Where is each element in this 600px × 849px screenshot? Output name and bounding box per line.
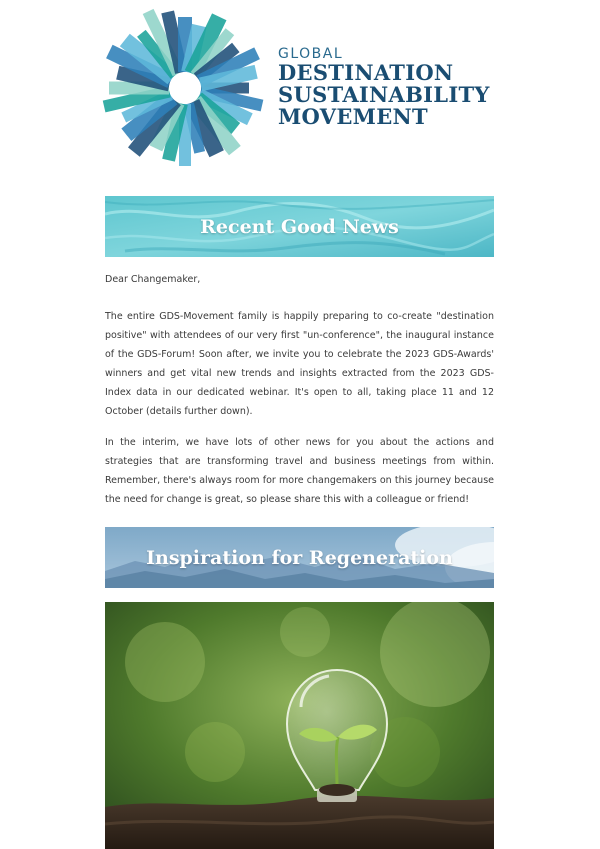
recent-good-news-title: Recent Good News: [200, 215, 399, 238]
inspiration-title: Inspiration for Regeneration: [146, 546, 453, 569]
lightbulb-sprout-image: [105, 602, 494, 849]
recent-good-news-banner: [105, 196, 494, 257]
interim-paragraph: In the interim, we have lots of other news for you about the actions and strategies that are transforming travel and business meetings from within. Remember, there's always room for more changemakers on this journey because the need for change is great, so please share this with a colleague or friend!: [105, 437, 494, 505]
logo-movement-text: MOVEMENT: [278, 104, 428, 129]
intro-paragraph: The entire GDS-Movement family is happily preparing to co-create "destination positive" with attendees of our very first "un-conference", the inaugural instance of the GDS-Forum! Soon after, we invite you to celebrate the 2023 GDS-Awards' winners and get vital new trends and insights extracted from the 2023 GDS-Index data in our dedicated webinar. It's open to all, taking place 11 and 12 October (details further down).: [105, 311, 494, 417]
logo-sustainability-text: SUSTAINABILITY: [278, 82, 490, 107]
logo-burst-icon: [100, 6, 270, 166]
logo-destination-text: DESTINATION: [278, 60, 454, 85]
header-logo[interactable]: [100, 6, 500, 166]
logo-global-text: GLOBAL: [278, 46, 344, 62]
greeting-text: Dear Changemaker,: [105, 274, 201, 285]
logo-wordmark: [278, 46, 490, 128]
inspiration-banner: [105, 527, 494, 588]
